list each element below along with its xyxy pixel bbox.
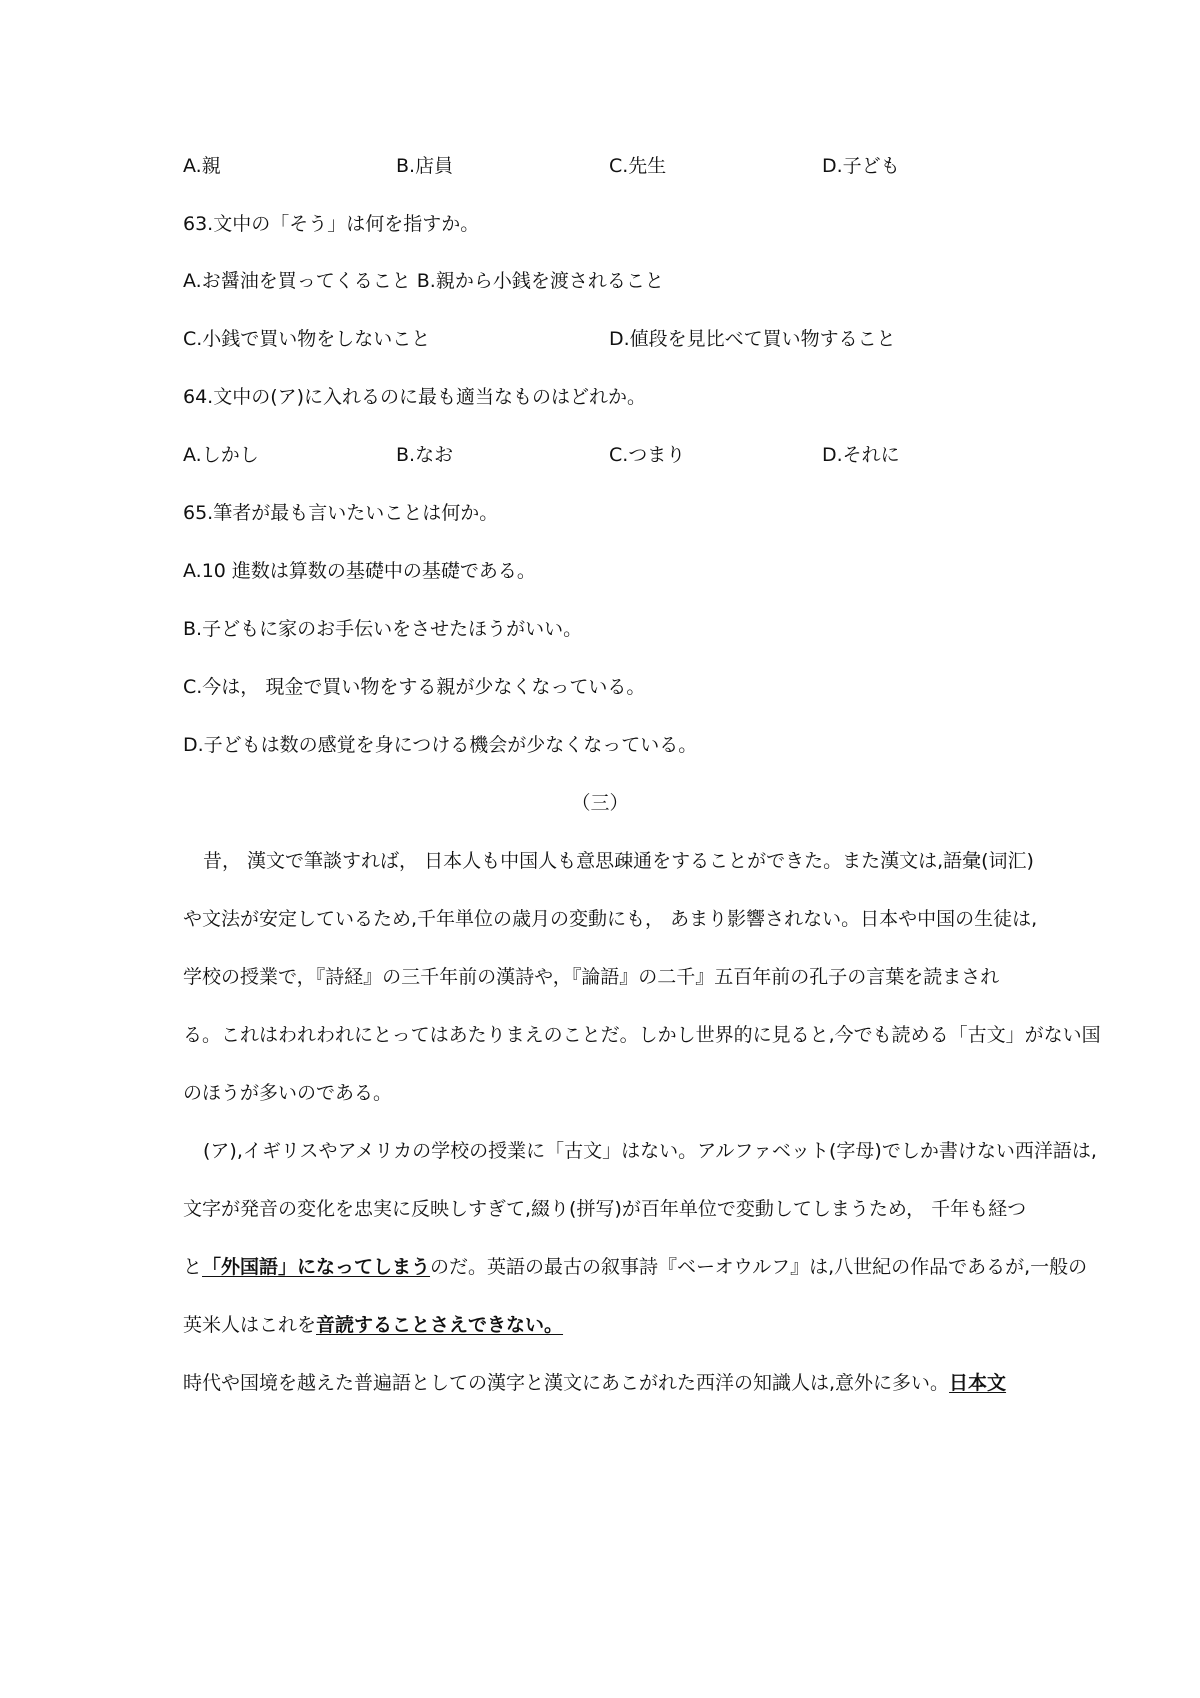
q64-option-b: B.なお	[396, 444, 454, 466]
q64-option-a: A.しかし	[183, 444, 259, 466]
underlined-phrase-nihonbun: 日本文	[949, 1372, 1007, 1394]
q64-option-d: D.それに	[822, 444, 900, 466]
q63-option-d: D.値段を見比べて買い物すること	[609, 328, 896, 350]
q64-question: 64.文中の(ア)に入れるのに最も適当なものはどれか。	[183, 386, 647, 408]
q63-option-b: B.親から小銭を渡されること	[416, 270, 664, 292]
q63-option-c: C.小銭で買い物をしないこと	[183, 328, 431, 350]
q63-question: 63.文中の「そう」は何を指すか。	[183, 213, 480, 235]
passage-p2-line1: (ア),イギリスやアメリカの学校の授業に「古文」はない。アルファベット(字母)でしか書けない西洋語は,	[203, 1140, 1097, 1162]
q62-option-c: C.先生	[609, 155, 667, 177]
passage-p1-line3: 学校の授業で，『詩経』の三千年前の漢詩や，『論語』の二千』五百年前の孔子の言葉を読まされ	[183, 966, 1000, 988]
q62-option-a: A.親	[183, 155, 221, 177]
q62-option-d: D.子ども	[822, 155, 900, 177]
underlined-phrase-ondoku: 音読することさえできない。	[316, 1314, 564, 1336]
q65-option-a: A.10 進数は算数の基礎中の基礎である。	[183, 560, 536, 582]
passage-p1-line1: 昔， 漢文で筆談すれば， 日本人も中国人も意思疎通をすることができた。また漢文は,語彙(词汇)	[203, 850, 1034, 872]
passage-p2-line2: 文字が発音の変化を忠実に反映しすぎて,綴り(拼写)が百年单位で変動してしまうため， 千年も経つ	[183, 1198, 1027, 1220]
passage-p1-line5: のほうが多いのである。	[183, 1082, 393, 1104]
q65-question: 65.筆者が最も言いたいことは何か。	[183, 502, 499, 524]
passage-p3-line1-pre: 時代や国境を越えた普遍語としての漢字と漢文にあこがれた西洋の知識人は,意外に多い。	[183, 1372, 950, 1394]
q64-option-c: C.つまり	[609, 444, 686, 466]
q65-option-d: D.子どもは数の感覚を身につける機会が少なくなっている。	[183, 734, 698, 756]
passage-p2-line4-pre: 英米人はこれを	[183, 1314, 317, 1336]
q62-option-b: B.店員	[396, 155, 454, 177]
q65-option-b: B.子どもに家のお手伝いをさせたほうがいい。	[183, 618, 583, 640]
underlined-phrase-gaikokugo: 「外国語」になってしまう	[202, 1256, 431, 1278]
q63-options-ab	[183, 268, 1023, 294]
passage-p2-line3-pre: と	[183, 1256, 203, 1278]
passage-p1-line2: や文法が安定しているため,千年単位の歳月の変動にも， あまり影響されない。日本や中国の生徒は,	[183, 908, 1038, 930]
passage-p2-line4	[183, 1312, 1023, 1338]
passage-p2-line3-post: のだ。英語の最古の叙事詩『ベーオウルフ』は,八世紀の作品であるが,一般の	[430, 1256, 1088, 1278]
passage-p2-line3	[183, 1254, 1088, 1280]
passage-p1-line4: る。これはわれわれにとってはあたりまえのことだ。しかし世界的に見ると,今でも読める「古文」がない国	[183, 1024, 1101, 1046]
q63-option-a: A.お醤油を買ってくること	[183, 270, 411, 292]
q65-option-c: C.今は， 現金で買い物をする親が少なくなっている。	[183, 676, 646, 698]
section-heading: （三）	[571, 792, 629, 814]
passage-p3-line1	[183, 1370, 1023, 1396]
